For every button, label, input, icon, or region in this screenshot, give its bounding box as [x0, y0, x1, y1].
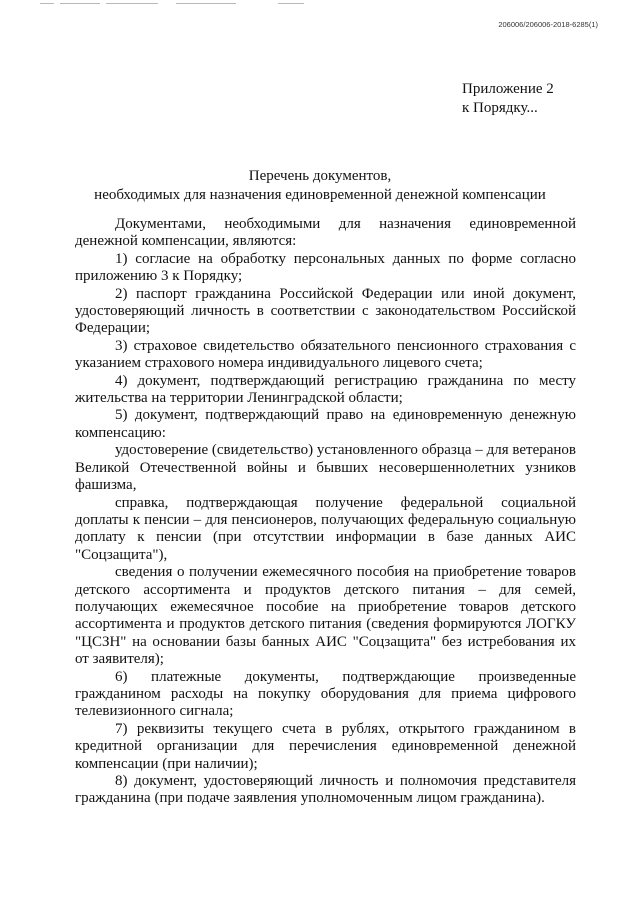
document-id: 206006/206006-2018-6285(1): [498, 20, 598, 29]
intro-paragraph: Документами, необходимыми для назначения единовременной денежной компенсации, являются:: [75, 216, 576, 250]
appendix-reference: [462, 80, 554, 118]
list-item-1-consent: 1) согласие на обработку персональных данных по форме согласно приложению 3 к Порядку;: [75, 250, 576, 285]
list-item-4-registration: 4) документ, подтверждающий регистрацию гражданина по месту жительства на территории Ленинградской области;: [75, 372, 576, 407]
appendix-line-1: Приложение 2: [462, 81, 554, 97]
sub-item-pension-reference: справка, подтверждающая получение федеральной социальной доплаты к пенсии – для пенсионеров, получающих федеральную социальную доплату к пенсии (при отсутствии информации в базе данных АИС "Соцзащита"),: [75, 494, 576, 563]
scan-artifact-marks: [40, 3, 340, 7]
appendix-line-2: к Порядку...: [462, 100, 538, 116]
heading-line-2: необходимых для назначения единовременной денежной компенсации: [94, 187, 546, 203]
document-body: [75, 216, 576, 808]
sub-item-child-allowance: сведения о получении ежемесячного пособия на приобретение товаров детского ассортимента и продуктов детского питания – для семей, получающих ежемесячное пособие на приобретение товаров детского ассортимента и продуктов детского питания (сведения формируются ЛОГКУ "ЦСЗН" на основании базы банных АИС "Соцзащита" без истребования их от заявителя);: [75, 564, 576, 668]
list-item-2-passport: 2) паспорт гражданина Российской Федерации или иной документ, удостоверяющий личность в соответствии с законодательством Российской Федерации;: [75, 285, 576, 337]
list-item-8-representative: 8) документ, удостоверяющий личность и полномочия представителя гражданина (при подаче заявления уполномоченным лицом гражданина).: [75, 773, 576, 807]
heading-line-1: Перечень документов,: [248, 168, 392, 184]
list-item-5-entitlement: 5) документ, подтверждающий право на единовременную денежную компенсацию:: [75, 407, 576, 441]
sub-item-certificate: удостоверение (свидетельство) установленного образца – для ветеранов Великой Отечественной войны и бывших несовершеннолетних узников фашизма,: [75, 442, 576, 494]
document-heading: [60, 167, 580, 205]
list-item-3-snils: 3) страховое свидетельство обязательного пенсионного страхования с указанием страхового номера индивидуального лицевого счета;: [75, 337, 576, 372]
list-item-7-bank-details: 7) реквизиты текущего счета в рублях, открытого гражданином в кредитной организации для перечисления единовременной денежной компенсации (при наличии);: [75, 720, 576, 772]
list-item-6-payment-docs: 6) платежные документы, подтверждающие произведенные гражданином расходы на покупку оборудования для приема цифрового телевизионного сигнала;: [75, 668, 576, 720]
